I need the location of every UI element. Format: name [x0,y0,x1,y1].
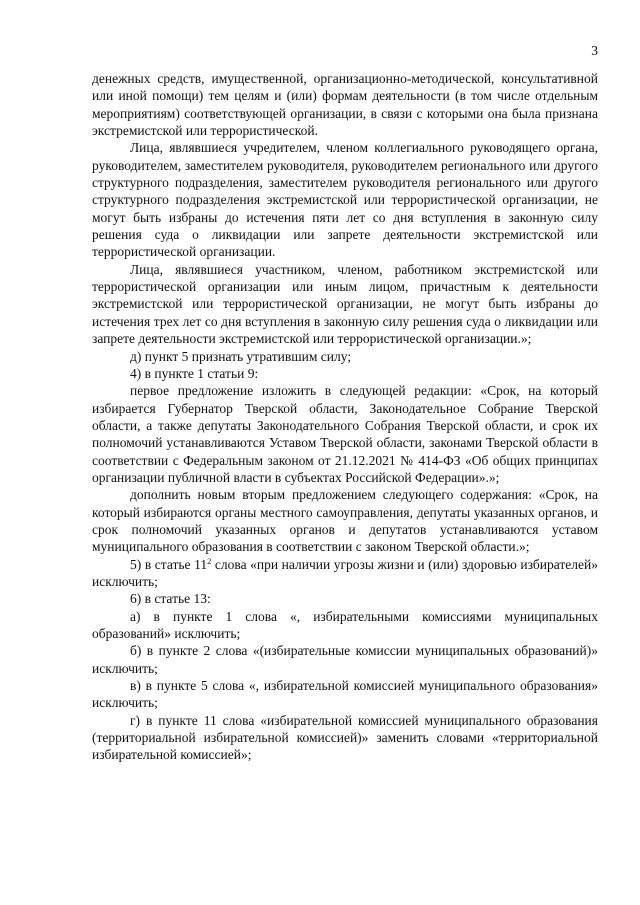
page-number: 3 [591,43,598,58]
paragraph-4: д) пункт 5 признать утратившим силу; [130,348,352,364]
paragraph-3: Лица, являвшиеся участником, членом, работником экстремистской или террористической организации или иным лицом, причастным к деятельности экстремистской или террористической организации, не могут быть избраны до истечения трех лет со дня вступления в законную силу решения суда о ликвидации или запрете деятельности экстремистской или террористической организации.»; [92,261,598,347]
paragraph-13: г) в пункте 11 слова «избирательной комиссией муниципального образования (территориальной избирательной комиссией)» заменить словами «территориальной избирательной комиссией»; [92,712,598,763]
article-superscript: 2 [207,555,212,566]
document-body [92,70,598,764]
paragraph-8-end: слова «при наличии угрозы жизни и (или) здоровью избирателей» исключить; [92,556,598,589]
paragraph-6: первое предложение изложить в следующей редакции: «Срок, на который избирается Губернатор Тверской области, Законодательное Собрание Тверской области, а также депутаты Законодательного Собрания Тверской области, и срок их полномочий устанавливаются Уставом Тверской области, законами Тверской области в соответствии с Федеральным законом от 21.12.2021 № 414-ФЗ «Об общих принципах организации публичной власти в субъектах Российской Федерации».»; [92,383,598,485]
paragraph-9: 6) в статье 13: [130,591,211,607]
paragraph-1: денежных средств, имущественной, организационно-методической, консультативной или иной помощи) тем целям и (или) формам деятельности (в том числе отдельным мероприятиям) соответствующей организации, в связи с которыми она была признана экстремистской или террористической. [92,71,598,139]
paragraph-5: 4) в пункте 1 статьи 9: [130,365,259,381]
paragraph-8-start: 5) в статье 11 [130,556,208,572]
paragraph-2: Лица, являвшиеся учредителем, членом коллегиального руководящего органа, руководителем, заместителем руководителя, руководителем регионального или другого структурного подразделения, заместителем руководителя регионального или другого структурного подразделения экстремистской или террористической организации, не могут быть избраны до истечения пяти лет со дня вступления в законную силу решения суда о ликвидации или запрете деятельности экстремистской или террористической организации. [92,140,598,260]
paragraph-11: б) в пункте 2 слова «(избирательные комиссии муниципальных образований)» исключить; [92,643,598,676]
paragraph-12: в) в пункте 5 слова «, избирательной комиссией муниципального образования» исключить; [92,678,598,711]
paragraph-7: дополнить новым вторым предложением следующего содержания: «Срок, на который избираются органы местного самоуправления, депутаты указанных органов, и срок полномочий указанных органов и депутатов устанавливаются уставом муниципального образования в соответствии с законом Тверской области.»; [92,487,598,555]
paragraph-10: а) в пункте 1 слова «, избирательными комиссиями муниципальных образований» исключить; [92,608,598,641]
paragraph-8 [92,556,598,591]
